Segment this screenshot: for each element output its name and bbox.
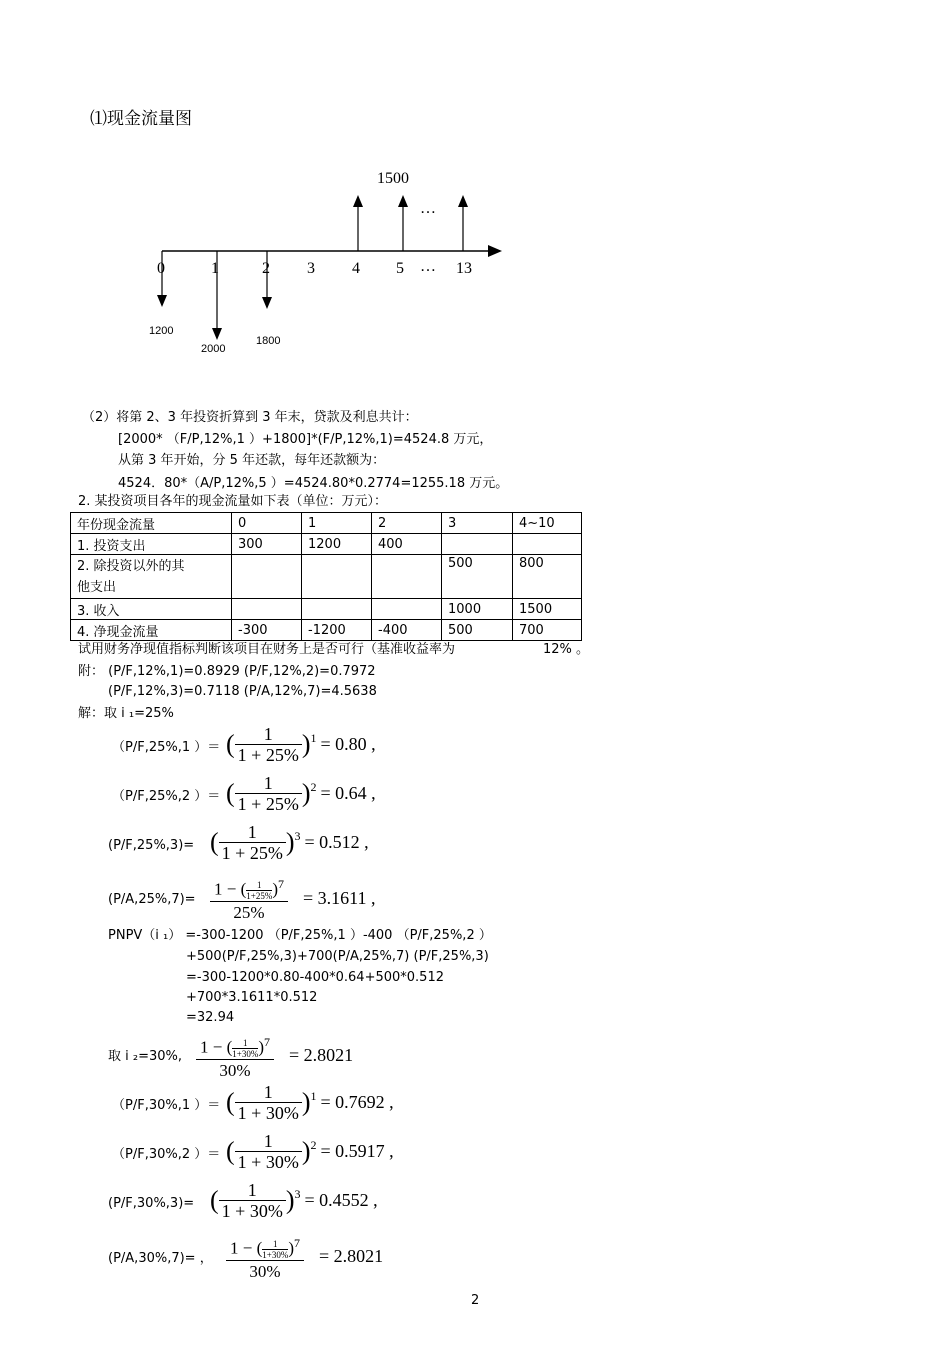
part2-line: [2000* （F/P,12%,1 ）+1800]*(F/P,12%,1)=4524.8 万元， bbox=[118, 432, 493, 447]
formula-pa25-7: 1 − ( $\frac{1}{1+25\%}$ )$^7$ 25% bbox=[210, 873, 288, 924]
table-cell: 500 bbox=[442, 620, 513, 641]
part2-line: 4524．80*（A/P,12%,5 ）=4524.80*0.2774=1255.18 万元。 bbox=[118, 476, 509, 491]
tick-label: 5 bbox=[396, 260, 404, 277]
formula-pf25-2: ( $\frac{1}{1 + 25\%}$ )$^2$ = 0.64 , bbox=[226, 773, 376, 814]
question-rate: 12% 。 bbox=[543, 642, 590, 657]
pnpv-line: =32.94 bbox=[186, 1010, 235, 1025]
part2-line: （2）将第 2、3 年投资折算到 3 年末，贷款及利息共计： bbox=[82, 410, 418, 425]
formula-pf25-1: ( $\frac{1}{1 + 25\%}$ )$^1$ = 0.80 , bbox=[226, 724, 376, 765]
outflow-label: 1800 bbox=[256, 335, 281, 347]
table-cell: 700 bbox=[513, 620, 582, 641]
section-heading: ⑴现金流量图 bbox=[90, 109, 192, 129]
table-header-row bbox=[71, 513, 582, 534]
table-cell: 4~10 bbox=[513, 513, 582, 534]
table-cell: 1500 bbox=[513, 599, 582, 620]
axis-arrowhead bbox=[488, 245, 502, 257]
table-cell: 400 bbox=[372, 534, 442, 555]
table-cell bbox=[232, 599, 302, 620]
formula-pa30-7-take: 1 − ( $\frac{1}{1+30\%}$ )$^7$ 30% bbox=[196, 1031, 274, 1082]
table-cell: 1200 bbox=[302, 534, 372, 555]
table-cell: -1200 bbox=[302, 620, 372, 641]
question-text: 试用财务净现值指标判断该项目在财务上是否可行（基准收益率为 bbox=[78, 642, 456, 657]
pnpv-line: PNPV（i ₁） =-300-1200 （P/F,25%,1 ）-400 （P/F,25%,2 ） bbox=[108, 928, 492, 943]
formula-label: (P/A,25%,7)= bbox=[108, 892, 196, 907]
appendix-line: 附： (P/F,12%,1)=0.8929 (P/F,12%,2)=0.7972 bbox=[78, 664, 376, 679]
pnpv-line: =-300-1200*0.80-400*0.64+500*0.512 bbox=[186, 970, 444, 985]
formula-pa30-7: 1 − ( $\frac{1}{1+30\%}$ )$^7$ 30% bbox=[226, 1232, 304, 1283]
table-cell: 800 bbox=[513, 555, 582, 599]
table-cell: 2 bbox=[372, 513, 442, 534]
table-cell: 3 bbox=[442, 513, 513, 534]
formula-pf30-2: ( $\frac{1}{1 + 30\%}$ )$^2$ = 0.5917 , bbox=[226, 1131, 394, 1172]
table-row bbox=[71, 534, 582, 555]
formula-result: = 2.8021 bbox=[319, 1246, 384, 1266]
formula-pf30-3: ( $\frac{1}{1 + 30\%}$ )$^3$ = 0.4552 , bbox=[210, 1180, 378, 1221]
tick-label: … bbox=[420, 258, 436, 275]
formula-label: （P/F,25%,1 ）＝ bbox=[112, 740, 221, 755]
tick-label: 0 bbox=[157, 260, 165, 277]
table-cell bbox=[372, 599, 442, 620]
solution-take2: 取 i ₂=30%, bbox=[108, 1049, 183, 1064]
tick-label: 1 bbox=[211, 260, 219, 277]
table-cell bbox=[302, 599, 372, 620]
outflow-label: 2000 bbox=[201, 343, 226, 355]
part2-line: 从第 3 年开始，分 5 年还款，每年还款额为： bbox=[118, 453, 386, 468]
table-row bbox=[71, 555, 582, 599]
inflow-label: 1500 bbox=[377, 170, 409, 187]
table-row bbox=[71, 620, 582, 641]
table-cell: -300 bbox=[232, 620, 302, 641]
table-cell bbox=[513, 534, 582, 555]
table-cell bbox=[302, 555, 372, 599]
tick-label: 2 bbox=[262, 260, 270, 277]
table-cell: 1. 投资支出 bbox=[71, 534, 232, 555]
pnpv-line: +500(P/F,25%,3)+700(P/A,25%,7) (P/F,25%,3) bbox=[186, 949, 489, 964]
table-cell: 500 bbox=[442, 555, 513, 599]
page-number: 2 bbox=[471, 1293, 480, 1308]
table-cell: 3. 收入 bbox=[71, 599, 232, 620]
formula-label: （P/F,30%,2 ）＝ bbox=[112, 1147, 221, 1162]
formula-result: = 2.8021 bbox=[289, 1045, 354, 1065]
table-cell bbox=[232, 555, 302, 599]
formula-label: （P/F,30%,1 ）＝ bbox=[112, 1098, 221, 1113]
table-cell: 1 bbox=[302, 513, 372, 534]
table-cell: 4. 净现金流量 bbox=[71, 620, 232, 641]
solution-start: 解：取 i ₁=25% bbox=[78, 706, 174, 721]
outflow-label: 1200 bbox=[149, 325, 174, 337]
table-cell bbox=[442, 534, 513, 555]
formula-label: (P/A,30%,7)= ， bbox=[108, 1251, 213, 1266]
inflow-ellipsis: … bbox=[420, 200, 436, 217]
table-cell: 1000 bbox=[442, 599, 513, 620]
appendix-line: (P/F,12%,3)=0.7118 (P/A,12%,7)=4.5638 bbox=[108, 684, 377, 699]
formula-pf25-3: ( $\frac{1}{1 + 25\%}$ )$^3$ = 0.512 , bbox=[210, 822, 369, 863]
formula-label: (P/F,30%,3)= bbox=[108, 1196, 195, 1211]
table-row bbox=[71, 599, 582, 620]
formula-pf30-1: ( $\frac{1}{1 + 30\%}$ )$^1$ = 0.7692 , bbox=[226, 1082, 394, 1123]
formula-label: （P/F,25%,2 ）＝ bbox=[112, 789, 221, 804]
question-title: 2. 某投资项目各年的现金流量如下表（单位：万元）： bbox=[78, 494, 388, 509]
formula-label: (P/F,25%,3)= bbox=[108, 838, 195, 853]
cash-flow-table bbox=[70, 512, 582, 641]
table-cell bbox=[372, 555, 442, 599]
table-cell: 2. 除投资以外的其 他支出 bbox=[71, 555, 232, 599]
formula-result: = 3.1611 , bbox=[303, 888, 376, 908]
pnpv-line: +700*3.1611*0.512 bbox=[186, 990, 318, 1005]
tick-label: 13 bbox=[456, 260, 472, 277]
tick-label: 4 bbox=[352, 260, 360, 277]
table-cell: 300 bbox=[232, 534, 302, 555]
table-cell: 年份现金流量 bbox=[71, 513, 232, 534]
tick-label: 3 bbox=[307, 260, 315, 277]
table-cell: -400 bbox=[372, 620, 442, 641]
table-cell: 0 bbox=[232, 513, 302, 534]
